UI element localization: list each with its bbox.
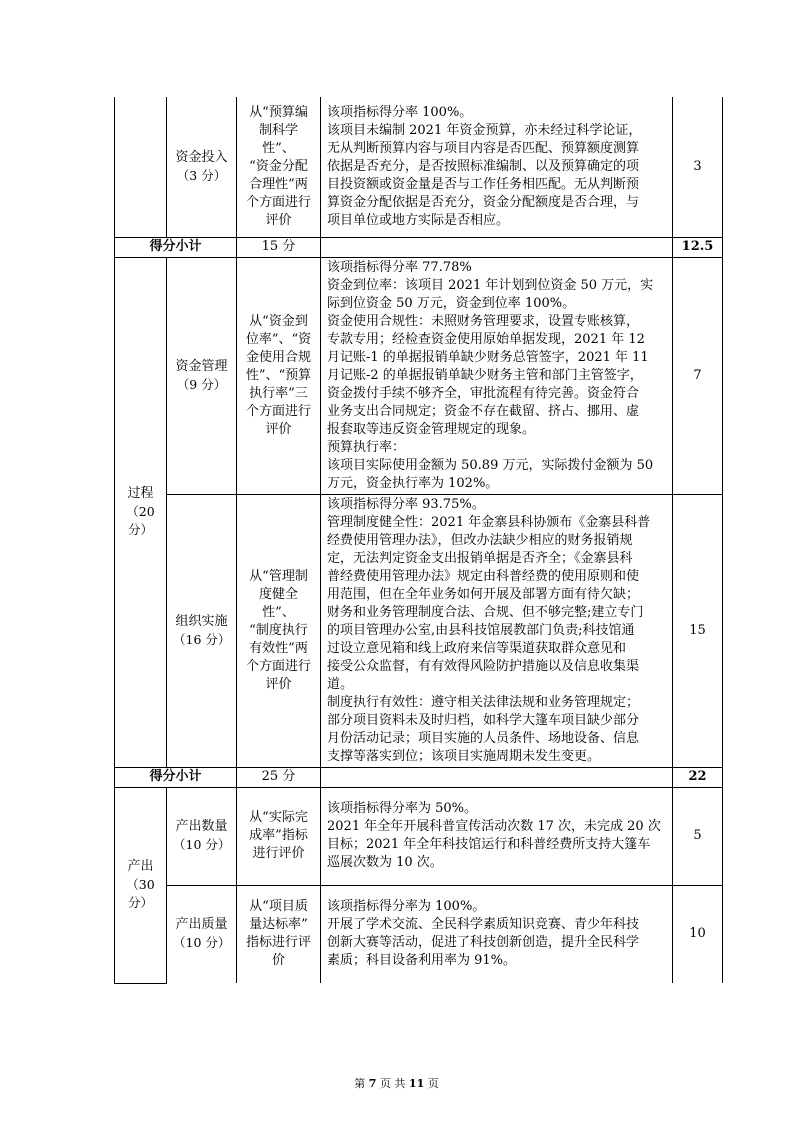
dimension-cell-output (115, 787, 167, 983)
description-line: 2021 年全年开展科普宣传活动次数 17 次，未完成 20 次 (327, 819, 661, 834)
indicator-points: （3 分） (176, 167, 227, 183)
description-line: 目投资额或资金量是否与工作任务相匹配。无从判断预 (327, 176, 640, 192)
indicator-points: （10 分） (173, 837, 231, 852)
method-line: 从“项目质 (249, 899, 308, 915)
subtotal-empty (321, 237, 673, 257)
subtotal-score: 22 (673, 767, 723, 787)
method-line: “制度执行 (249, 622, 308, 638)
method-line: 制科学性”、 (258, 122, 298, 156)
indicator-name-cell (167, 494, 237, 767)
method-line: 进行评价 (252, 846, 305, 861)
method-line: 成率”指标 (249, 828, 308, 843)
score-cell: 3 (673, 97, 723, 237)
description-line: 依据是否充分，是否按照标准编制、以及预算确定的项 (327, 158, 640, 174)
dimension-label: 过程 (127, 486, 154, 501)
description-line: 资金到位率：该项目 2021 年计划到位资金 50 万元，实 (327, 277, 654, 293)
description-line: 接受公众监督，有有效得风险防护措施以及信息收集渠 (327, 658, 640, 674)
description-line: 定，无法判定资金支出报销单据是否齐全；《金寨县科 (327, 550, 633, 566)
score-cell: 10 (673, 885, 723, 983)
indicator-name: 资金投入 (175, 149, 228, 165)
method-line: 执行率”三 (249, 385, 308, 401)
description-line: 资金拨付手续不够齐全，审批流程有待完善。资金符合 (327, 385, 640, 401)
subtotal-row (115, 767, 723, 787)
indicator-name-cell (167, 787, 237, 885)
method-line: 评价 (265, 421, 292, 437)
description-cell (321, 97, 673, 237)
subtotal-label: 得分小计 (115, 237, 237, 257)
description-line: 际到位资金 50 万元，资金到位率 100%。 (327, 295, 576, 311)
description-line: 该项指标得分率 100%。 (327, 104, 473, 120)
description-line: 过设立意见箱和线上政府来信等渠道获取群众意见和 (327, 640, 627, 656)
description-line: 财务和业务管理制度合法、合规、但不够完整;建立专门 (327, 604, 644, 620)
evaluation-table (114, 97, 723, 984)
description-line: 资金使用合规性：未照财务管理要求，设置专账核算， (327, 313, 640, 329)
method-line: 评价 (265, 212, 292, 228)
table-row-funding-input (115, 97, 723, 237)
method-line: 从“实际完 (249, 810, 308, 825)
description-line: 的项目管理办公室,由县科技馆展教部门负责;科技馆通 (327, 622, 635, 638)
subtotal-row (115, 237, 723, 257)
dimension-points: （30 (126, 877, 155, 892)
description-cell (321, 787, 673, 885)
subtotal-score: 12.5 (673, 237, 723, 257)
method-cell (237, 885, 321, 983)
description-line: 支撑等落实到位；该项目实施周期未发生变更。 (327, 748, 601, 764)
description-line: 该项指标得分率 77.78% (327, 259, 472, 275)
footer-total-pages: 11 (408, 1077, 425, 1090)
indicator-points: （16 分） (173, 631, 231, 647)
method-cell (237, 494, 321, 767)
dimension-cell-process (115, 257, 167, 767)
indicator-name: 产出质量 (175, 917, 228, 933)
description-line: 月记账-2 的单据报销单缺少财务主管和部门主管签字， (327, 367, 643, 383)
method-line: 指标进行评 (245, 935, 311, 951)
subtotal-label: 得分小计 (115, 767, 237, 787)
score-cell: 15 (673, 494, 723, 767)
footer-mid: 页 共 (379, 1077, 406, 1090)
description-line: 无从判断预算内容与项目内容是否匹配、预算额度测算 (327, 140, 640, 156)
method-cell (237, 257, 321, 494)
footer-suffix: 页 (427, 1077, 439, 1090)
description-line: 算资金分配依据是否充分，资金分配额度是否合理，与 (327, 194, 640, 210)
dimension-points: （20 (126, 504, 155, 519)
method-line: 度健全性”、 (258, 586, 298, 620)
description-line: 该项指标得分率为 50%。 (327, 801, 478, 816)
method-line: 从“预算编 (249, 104, 308, 120)
description-line: 目标；2021 年全年科技馆运行和科普经费所支持大篷车 (327, 837, 651, 852)
method-line: 量达标率” (249, 917, 308, 933)
indicator-points: （9 分） (176, 376, 227, 392)
indicator-name: 组织实施 (175, 613, 228, 629)
subtotal-points: 15 分 (237, 237, 321, 257)
method-line: 个方面进行 (245, 194, 311, 210)
footer-prefix: 第 (354, 1077, 366, 1090)
description-line: 该项目实际使用金额为 50.89 万元，实际拨付金额为 50 (327, 457, 654, 473)
description-line: 经费使用管理办法》，但改办法缺少相应的财务报销规 (327, 532, 633, 548)
dimension-label: 产出 (127, 859, 154, 874)
description-line: 万元，资金执行率为 102%。 (327, 475, 499, 491)
description-line: 该项指标得分率 93.75%。 (327, 496, 485, 512)
method-line: 合理性”两 (249, 176, 308, 192)
method-line: 个方面进行 (245, 403, 311, 419)
indicator-name-cell (167, 257, 237, 494)
description-line: 项目单位或地方实际是否相应。 (327, 212, 510, 228)
description-line: 管理制度健全性：2021 年金寨县科协颁布《金寨县科普 (327, 514, 651, 530)
method-line: 有效性”两 (249, 640, 308, 656)
page-footer (0, 1075, 793, 1091)
indicator-name: 资金管理 (175, 358, 228, 374)
method-line: 价 (271, 953, 285, 969)
evaluation-table-wrapper (114, 97, 723, 984)
method-line: 评价 (265, 676, 292, 692)
description-cell (321, 257, 673, 494)
dimension-points: 分） (127, 895, 153, 910)
table-row-fund-management (115, 257, 723, 494)
table-row-output-quality (115, 885, 723, 983)
indicator-name-cell (167, 97, 237, 237)
description-line: 月记账-1 的单据报销单缺少财务总管签字，2021 年 11 (327, 349, 649, 365)
method-line: “资金分配 (249, 158, 308, 174)
score-cell: 7 (673, 257, 723, 494)
subtotal-empty (321, 767, 673, 787)
method-line: 位率”、“资 (245, 331, 312, 347)
dimension-points: 分） (127, 522, 153, 537)
description-line: 报套取等违反资金管理规定的现象。 (327, 421, 536, 437)
description-line: 制度执行有效性：遵守相关法律法规和业务管理规定； (327, 694, 640, 710)
description-line: 用范围，但在全年业务如何开展及部署方面有待欠缺； (327, 586, 640, 602)
table-row-output-quantity (115, 787, 723, 885)
description-line: 道。 (327, 676, 354, 692)
description-line: 该项目未编制 2021 年资金预算，亦未经过科学论证， (327, 122, 642, 138)
method-line: 个方面进行 (245, 658, 311, 674)
description-line: 预算执行率： (327, 439, 406, 455)
description-line: 创新大赛等活动，促进了科技创新创造，提升全民科学 (327, 935, 640, 951)
dimension-cell-continued (115, 97, 167, 237)
description-line: 该项指标得分率为 100%。 (327, 899, 486, 915)
description-line: 专款专用；经检查资金使用原始单据发现，2021 年 12 (327, 331, 645, 347)
indicator-points: （10 分） (173, 935, 231, 951)
description-line: 开展了学术交流、全民科学素质知识竞赛、青少年科技 (327, 917, 640, 933)
method-line: 从“管理制 (249, 568, 308, 584)
description-line: 素质；科目设备利用率为 91%。 (327, 953, 517, 969)
description-line: 巡展次数为 10 次。 (327, 855, 443, 870)
description-line: 部分项目资料未及时归档，如科学大篷车项目缺少部分 (327, 712, 640, 728)
method-line: 性”、“预算 (245, 367, 312, 383)
method-line: 金使用合规 (245, 349, 311, 365)
description-line: 普经费使用管理办法》规定由科普经费的使用原则和使 (327, 568, 640, 584)
description-cell (321, 494, 673, 767)
indicator-name: 产出数量 (175, 819, 228, 834)
description-cell (321, 885, 673, 983)
description-line: 业务支出合同规定；资金不存在截留、挤占、挪用、虚 (327, 403, 640, 419)
description-line: 月份活动记录；项目实施的人员条件、场地设备、信息 (327, 730, 640, 746)
indicator-name-cell (167, 885, 237, 983)
method-cell (237, 787, 321, 885)
method-line: 从“资金到 (249, 313, 308, 329)
subtotal-points: 25 分 (237, 767, 321, 787)
table-row-organization (115, 494, 723, 767)
footer-page-number: 7 (368, 1077, 377, 1090)
score-cell: 5 (673, 787, 723, 885)
method-cell (237, 97, 321, 237)
